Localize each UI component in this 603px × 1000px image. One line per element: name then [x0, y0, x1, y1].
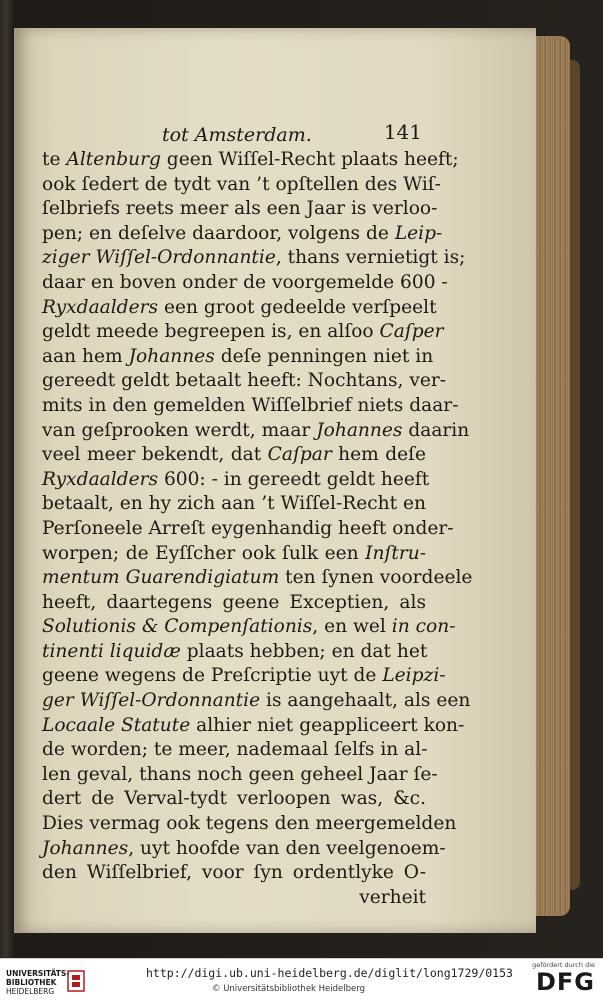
- text-line: [42, 148, 459, 173]
- text-line: [42, 369, 447, 394]
- text-line: [42, 640, 426, 665]
- text-line: [42, 664, 446, 689]
- text-run: hem deſe: [331, 444, 426, 466]
- text-line: [42, 296, 437, 321]
- italic-text: Johannes: [316, 419, 403, 441]
- text-run: betaalt, en hy zich aan ’t Wiſſel-Recht en: [42, 493, 426, 515]
- dfg-logo[interactable]: [515, 961, 595, 997]
- library-name: [6, 969, 70, 996]
- text-line: [42, 222, 443, 247]
- text-run: ten ſynen voordeele: [279, 567, 473, 589]
- text-run: dert de Verval-tydt verloopen was, &c.: [42, 788, 426, 810]
- page-text: [42, 148, 473, 910]
- page-number: 141: [383, 120, 422, 144]
- text-run: gereedt geldt betaalt heeft: Nochtans, ver-: [42, 370, 447, 392]
- text-run: is aangehaalt, als een: [260, 690, 471, 712]
- text-run: geen Wiſſel-Recht plaats heeft;: [160, 149, 459, 170]
- text-run: verheit: [359, 886, 426, 908]
- text-line: [42, 173, 441, 198]
- library-name-line3: HEIDELBERG: [6, 987, 55, 996]
- text-run: len geval, thans noch geen geheel Jaar ſe-: [42, 763, 438, 785]
- italic-text: Caſper: [379, 321, 444, 343]
- text-line: [42, 271, 448, 296]
- italic-text: Johannes: [42, 837, 129, 859]
- italic-text: mentum Guarendigiatum: [42, 567, 280, 589]
- text-line: [42, 566, 473, 591]
- italic-text: in con-: [391, 616, 456, 638]
- italic-text: Solutionis & Compenſationis: [42, 616, 313, 638]
- text-run: daar en boven onder de voorgemelde 600 -: [42, 271, 448, 293]
- library-seal-icon: [66, 969, 86, 993]
- text-run: een groot gedeelde verſpeelt: [158, 296, 437, 318]
- text-run: plaats hebben; en dat het: [180, 640, 428, 662]
- text-run: geldt meede begreepen is, en alſoo: [42, 321, 380, 343]
- italic-text: Johannes: [128, 345, 215, 367]
- text-run: ſelbriefs reets meer als een Jaar is verloo-: [42, 198, 438, 220]
- italic-text: ger Wiſſel-Ordonnantie: [42, 690, 261, 712]
- italic-text: Inſtru-: [365, 542, 426, 564]
- text-line: [42, 763, 438, 788]
- text-run: deſe penningen niet in: [214, 345, 434, 367]
- text-line: [42, 394, 459, 419]
- text-run: 600: - in gereedt geldt heeft: [158, 468, 430, 490]
- copyright-note: © Universitätsbibliothek Heidelberg: [212, 984, 366, 994]
- text-run: de worden; te meer, nademaal ſelfs in al-: [42, 739, 428, 761]
- italic-text: Leip-: [394, 222, 443, 244]
- viewer-footer: [0, 958, 603, 1000]
- text-line: [42, 886, 426, 911]
- text-run: Perſoneele Arreſt eygenhandig heeft onder-: [42, 517, 454, 539]
- text-run: Dies vermag ook tegens den meergemelden: [42, 813, 457, 835]
- text-line: [42, 197, 438, 222]
- text-line: [42, 591, 426, 616]
- page-header: [162, 120, 422, 150]
- text-run: daarin: [402, 419, 470, 441]
- funder-logo: DFG: [535, 968, 595, 996]
- italic-text: Locaale Statute: [42, 714, 191, 736]
- italic-text: ziger Wiſſel-Ordonnantie: [42, 247, 276, 269]
- text-line: [42, 615, 456, 640]
- italic-text: Leipzi-: [382, 665, 446, 687]
- library-name-line1: UNIVERSITÄTS-: [6, 969, 70, 978]
- text-run: geene wegens de Preſcriptie uyt de: [42, 665, 383, 687]
- italic-text: tinenti liquidæ: [42, 640, 181, 662]
- text-run: den Wiſſelbrief, voor ſyn ordentlyke O-: [42, 862, 426, 884]
- book-page: [14, 28, 536, 933]
- library-name-line2: BIBLIOTHEK: [6, 978, 57, 987]
- text-line: [42, 861, 426, 886]
- text-line: [42, 492, 426, 517]
- text-line: [42, 738, 426, 763]
- text-run: , uyt hoofde van den veelgenoem-: [128, 837, 446, 859]
- text-run: , en wel: [312, 616, 392, 638]
- italic-text: Caſpar: [267, 444, 332, 466]
- text-line: [42, 837, 446, 862]
- text-run: heeft, daartegens geene Exceptien, als: [42, 591, 426, 613]
- italic-text: Altenburg: [66, 149, 161, 170]
- text-run: aan hem: [42, 345, 129, 367]
- text-line: [42, 714, 465, 739]
- text-run: alhier niet geappliceert kon-: [190, 714, 465, 736]
- library-logo[interactable]: [6, 965, 88, 995]
- text-run: mits in den gemelden Wiſſelbrief niets daar-: [42, 394, 459, 416]
- text-line: [42, 419, 470, 444]
- italic-text: Ryxdaalders: [42, 296, 159, 318]
- text-run: te: [42, 149, 67, 170]
- text-line: [42, 468, 430, 493]
- text-run: pen; en deſelve daardoor, volgens de: [42, 222, 395, 244]
- text-line: [42, 246, 466, 271]
- text-line: [42, 812, 457, 837]
- italic-text: Ryxdaalders: [42, 468, 159, 490]
- text-line: [42, 787, 426, 812]
- text-run: , thans vernietigt is;: [275, 247, 466, 269]
- text-run: van geſprooken werdt, maar: [42, 419, 317, 441]
- text-run: ook ſedert de tydt van ’t opſtellen des Wiſ-: [42, 173, 441, 195]
- text-run: veel meer bekendt, dat: [42, 444, 268, 466]
- text-line: [42, 320, 444, 345]
- text-line: [42, 542, 426, 567]
- funder-note: gefördert durch die: [532, 961, 595, 969]
- running-title: tot Amsterdam.: [162, 124, 312, 146]
- text-line: [42, 689, 471, 714]
- text-run: worpen; de Eyſſcher ook ſulk een: [42, 542, 366, 564]
- text-line: [42, 517, 454, 542]
- text-line: [42, 443, 426, 468]
- text-line: [42, 345, 434, 370]
- permalink-url[interactable]: http://digi.ub.uni-heidelberg.de/diglit/long1729/0153: [146, 966, 513, 980]
